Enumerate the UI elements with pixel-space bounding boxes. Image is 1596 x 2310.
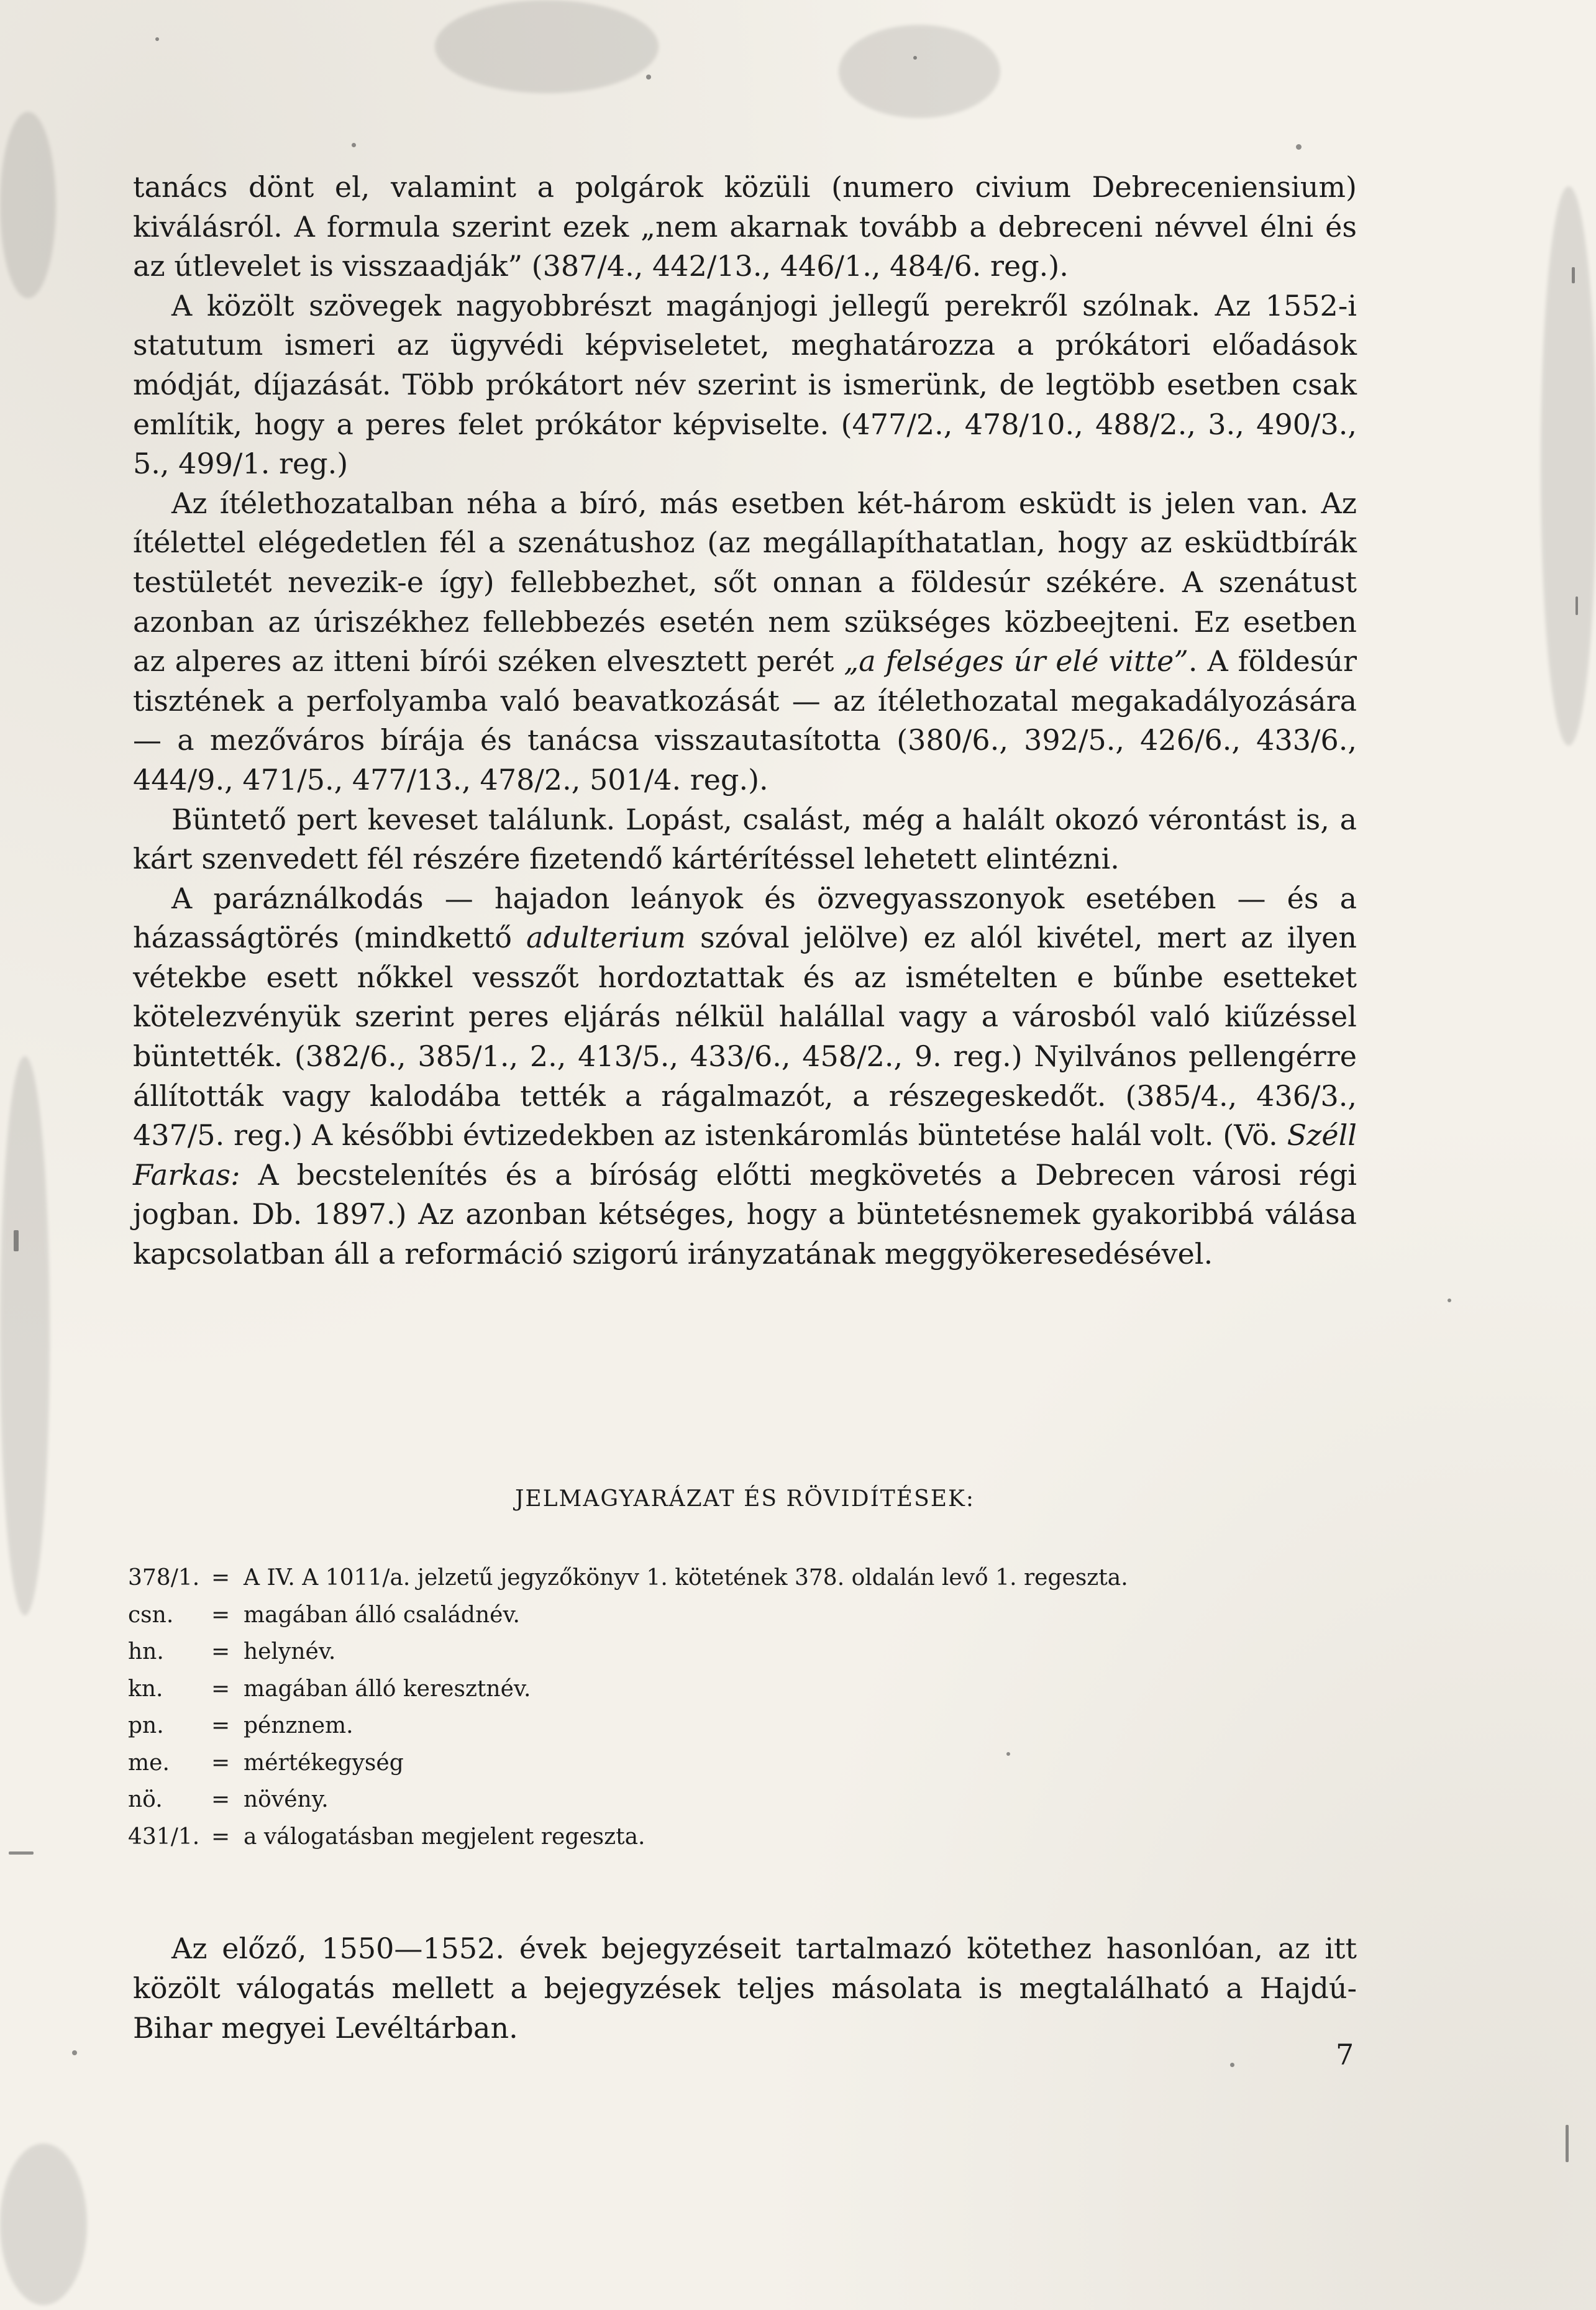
equals-sign: = <box>211 1713 230 1738</box>
equals-sign: = <box>211 1750 230 1776</box>
body-paragraph <box>133 800 1357 879</box>
scan-speck <box>14 1230 19 1251</box>
abbreviation-row <box>128 1633 1395 1671</box>
scan-speck <box>352 143 356 147</box>
scan-speck <box>9 1851 34 1855</box>
paragraph-text: . A földesúr tisztének a perfolyamba való beavatkozását — az ítélethozatal megakadályozására — a mezőváros bírája és tanácsa visszautasította (380/6., 392/5., 426/6., 433/6., 444/9., 471/5., 477/13., 478/2., 501/4. reg.). <box>133 644 1357 797</box>
scan-speck <box>72 2050 77 2055</box>
scan-speck <box>1296 144 1302 150</box>
scan-speck <box>1566 2125 1569 2162</box>
scan-smudge <box>1541 186 1596 746</box>
scan-speck <box>155 37 159 41</box>
legend-title: JELMAGYARÁZAT ÉS RÖVIDÍTÉSEK: <box>514 1486 975 1512</box>
abbreviation-key: nö. <box>128 1787 163 1812</box>
paragraph-text: szóval jelölve) ez alól kivétel, mert az ilyen vétekbe esett nőkkel vesszőt hordoztattak és az ismételten e bűnbe esetteket kötelezvényük szerint peres eljárás nélkül halállal vagy a városból való kiűzéssel büntették. (382/6., 385/1., 2., 413/5., 433/6., 458/2., 9. reg.) Nyilvános pellengérre állították vagy kalodába tették a rágalmazót, a részegeskedőt. (385/4., 436/3., 437/5. reg.) A későbbi évtizedekben az istenkáromlás büntetése halál volt. (Vö. <box>133 921 1357 1153</box>
scan-speck <box>1230 2063 1234 2067</box>
body-paragraph <box>133 168 1357 286</box>
scan-speck <box>646 75 651 80</box>
abbreviation-key: kn. <box>128 1676 163 1702</box>
paragraph-text: Büntető pert keveset találunk. Lopást, csalást, még a halált okozó vérontást is, a kárt szenvedett fél részére fizetendő kártérítéssel lehetett elintézni. <box>133 802 1357 876</box>
abbreviation-row <box>128 1671 1395 1708</box>
scan-speck <box>1575 596 1578 615</box>
paragraph-text: tanács dönt el, valamint a polgárok közüli (numero civium Debreceniensium) kiválásról. A formula szerint ezek „nem akarnak tovább a debreceni névvel élni és az útlevelet is visszaadják” (387/4., 442/13., 446/1., 484/6. reg.). <box>133 170 1357 283</box>
paragraph-text: Az ítélethozatalban néha a bíró, más esetben két-három esküdt is jelen van. Az ítélettel elégedetlen fél a szenátushoz (az megállapíthatatlan, hogy az esküdtbírák testületét nevezik-e így) fellebbezhet, sőt onnan a földesúr székére. A szenátust azonban az úriszékhez fellebbezés esetén nem szükséges közbeejteni. Ez esetben az alperes az itteni bírói széken elvesztett perét <box>133 486 1357 678</box>
abbreviation-meaning: magában álló keresztnév. <box>244 1676 531 1702</box>
abbreviation-row <box>128 1707 1395 1745</box>
abbreviation-key: 378/1. <box>128 1565 200 1591</box>
body-paragraph <box>133 484 1357 800</box>
closing-paragraph: Az előző, 1550—1552. évek bejegyzéseit tartalmazó kötethez hasonlóan, az itt közölt válogatás mellett a bejegyzések teljes másolata is megtalálható a Hajdú-Bihar megyei Levéltárban. <box>133 1932 1357 2045</box>
abbreviation-meaning: helynév. <box>244 1639 336 1664</box>
equals-sign: = <box>211 1787 230 1812</box>
paragraph-text: A közölt szövegek nagyobbrészt magánjogi jellegű perekről szólnak. Az 1552-i statutum ismeri az ügyvédi képviseletet, meghatározza a prókátori előadások módját, díjazását. Több prókátort név szerint is ismerünk, de legtöbb esetben csak említik, hogy a peres felet prókátor képviselte. (477/2., 478/10., 488/2., 3., 490/3., 5., 499/1. reg.) <box>133 288 1357 481</box>
abbreviation-key: me. <box>128 1750 170 1776</box>
abbreviation-meaning: pénznem. <box>244 1713 353 1738</box>
abbreviation-meaning: A IV. A 1011/a. jelzetű jegyzőkönyv 1. kötetének 378. oldalán levő 1. regeszta. <box>244 1565 1128 1591</box>
body-paragraph <box>133 286 1357 484</box>
page-number: 7 <box>1336 2038 1354 2071</box>
abbreviation-meaning: a válogatásban megjelent regeszta. <box>244 1824 645 1850</box>
body-text <box>133 168 1357 1274</box>
scan-smudge <box>0 1056 50 1615</box>
abbreviation-key: 431/1. <box>128 1824 200 1850</box>
italic-text: adulterium <box>526 921 686 955</box>
abbreviation-row <box>128 1819 1395 1856</box>
abbreviation-meaning: magában álló családnév. <box>244 1602 520 1628</box>
scan-smudge <box>839 25 1000 118</box>
abbreviation-meaning: mértékegység <box>244 1750 404 1776</box>
paragraph-text: A paráználkodás — hajadon leányok és özvegyasszonyok esetében — és a házasságtörés (mindkettő <box>133 881 1357 955</box>
scan-smudge <box>435 0 659 93</box>
abbreviation-row <box>128 1781 1395 1819</box>
abbreviation-row <box>128 1745 1395 1782</box>
scan-speck <box>913 56 917 60</box>
abbreviation-key: hn. <box>128 1639 164 1664</box>
abbreviation-key: csn. <box>128 1602 174 1628</box>
equals-sign: = <box>211 1639 230 1664</box>
abbreviation-row <box>128 1559 1395 1597</box>
closing-note <box>133 1929 1357 2048</box>
italic-text: Széll Farkas: <box>133 1118 1357 1192</box>
equals-sign: = <box>211 1676 230 1702</box>
abbreviation-key: pn. <box>128 1713 164 1738</box>
equals-sign: = <box>211 1565 230 1591</box>
abbreviation-meaning: növény. <box>244 1787 329 1812</box>
body-paragraph <box>133 879 1357 1274</box>
paragraph-text: A becstelenítés és a bíróság előtti megkövetés a Debrecen városi régi jogban. Db. 1897.) Az azonban kétséges, hogy a büntetésnemek gyakoribbá válása kapcsolatban áll a reformáció szigorú irányzatának meggyökeresedésével. <box>133 1157 1357 1271</box>
equals-sign: = <box>211 1824 230 1850</box>
abbreviation-list <box>128 1559 1395 1855</box>
abbreviation-row <box>128 1597 1395 1634</box>
scan-smudge <box>0 2143 87 2305</box>
scan-speck <box>1572 267 1575 283</box>
scan-smudge <box>0 112 56 298</box>
equals-sign: = <box>211 1602 230 1628</box>
italic-text: „a felséges úr elé vitte” <box>844 644 1188 678</box>
scan-speck <box>1448 1299 1451 1302</box>
